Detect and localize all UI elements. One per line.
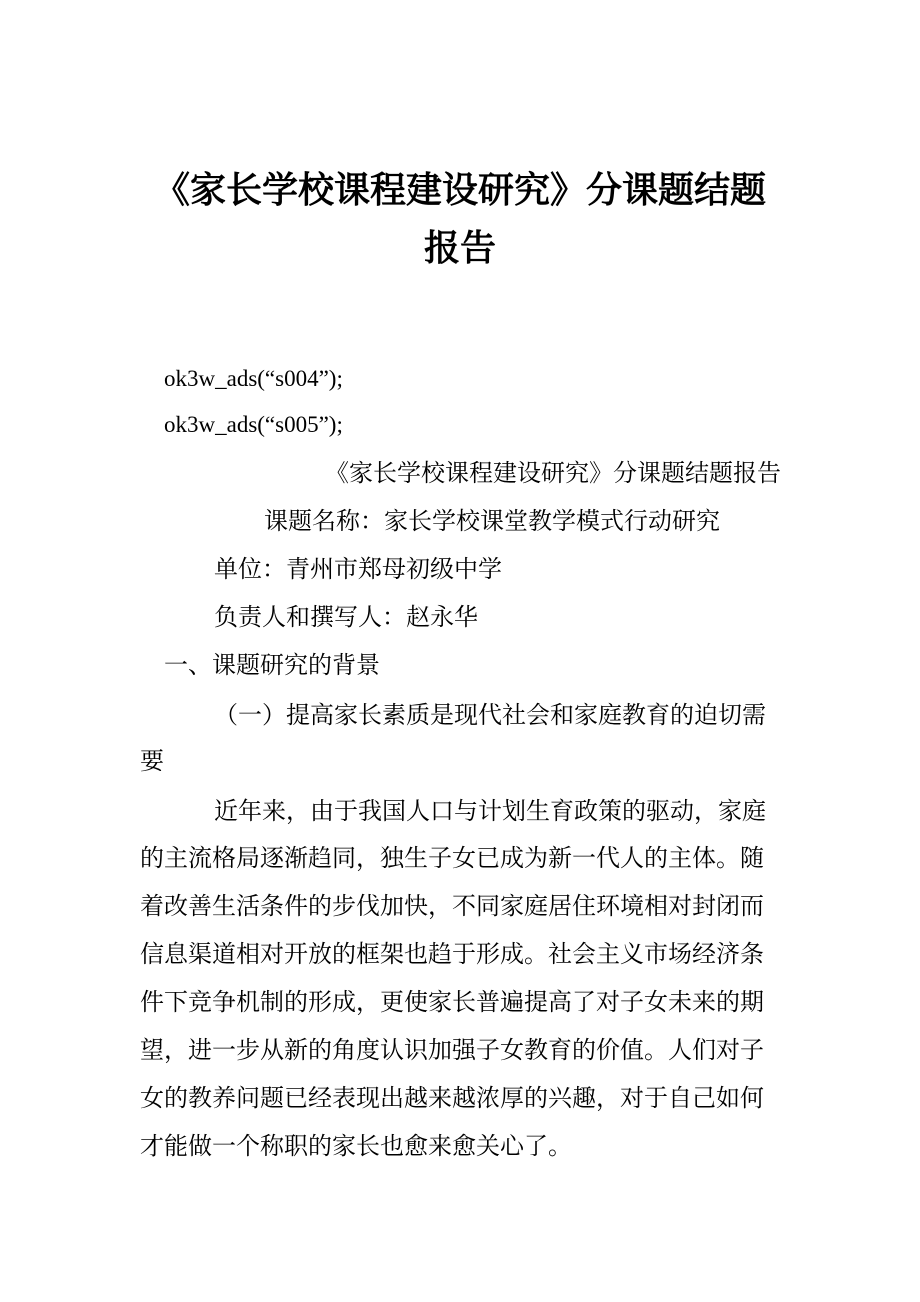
- paragraph-line: 才能做一个称职的家长也愈来愈关心了。: [140, 1132, 572, 1160]
- document-title-line-1: 《家长学校课程建设研究》分课题结题: [153, 169, 766, 211]
- report-subtitle: 《家长学校课程建设研究》分课题结题报告: [325, 459, 781, 487]
- paragraph-line: 女的教养问题已经表现出越来越浓厚的兴趣，对于自己如何: [140, 1084, 764, 1112]
- paragraph-line: 的主流格局逐渐趋同，独生子女已成为新一代人的主体。随: [140, 844, 764, 872]
- document-title-line-2: 报告: [423, 227, 496, 269]
- unit-line: 单位：青州市郑母初级中学: [214, 555, 502, 583]
- ad-script-line-2: ok3w_ads(“s005”);: [164, 412, 343, 437]
- paragraph-line: 近年来，由于我国人口与计划生育政策的驱动，家庭: [214, 797, 766, 825]
- paragraph-line: 望，进一步从新的角度认识加强子女教育的价值。人们对子: [140, 1036, 764, 1064]
- topic-name: 课题名称：家长学校课堂教学模式行动研究: [264, 507, 720, 535]
- paragraph-line: 着改善生活条件的步伐加快，不同家庭居住环境相对封闭而: [140, 892, 764, 920]
- subsection-heading-line-1: （一）提高家长素质是现代社会和家庭教育的迫切需: [214, 701, 766, 729]
- paragraph-line: 件下竞争机制的形成，更使家长普遍提高了对子女未来的期: [140, 988, 764, 1016]
- author-line: 负责人和撰写人：赵永华: [214, 603, 478, 631]
- ad-script-line-1: ok3w_ads(“s004”);: [164, 366, 343, 391]
- subsection-heading-line-2: 要: [140, 747, 164, 775]
- section-heading-background: 一、课题研究的背景: [164, 651, 380, 679]
- paragraph-line: 信息渠道相对开放的框架也趋于形成。社会主义市场经济条: [140, 940, 764, 968]
